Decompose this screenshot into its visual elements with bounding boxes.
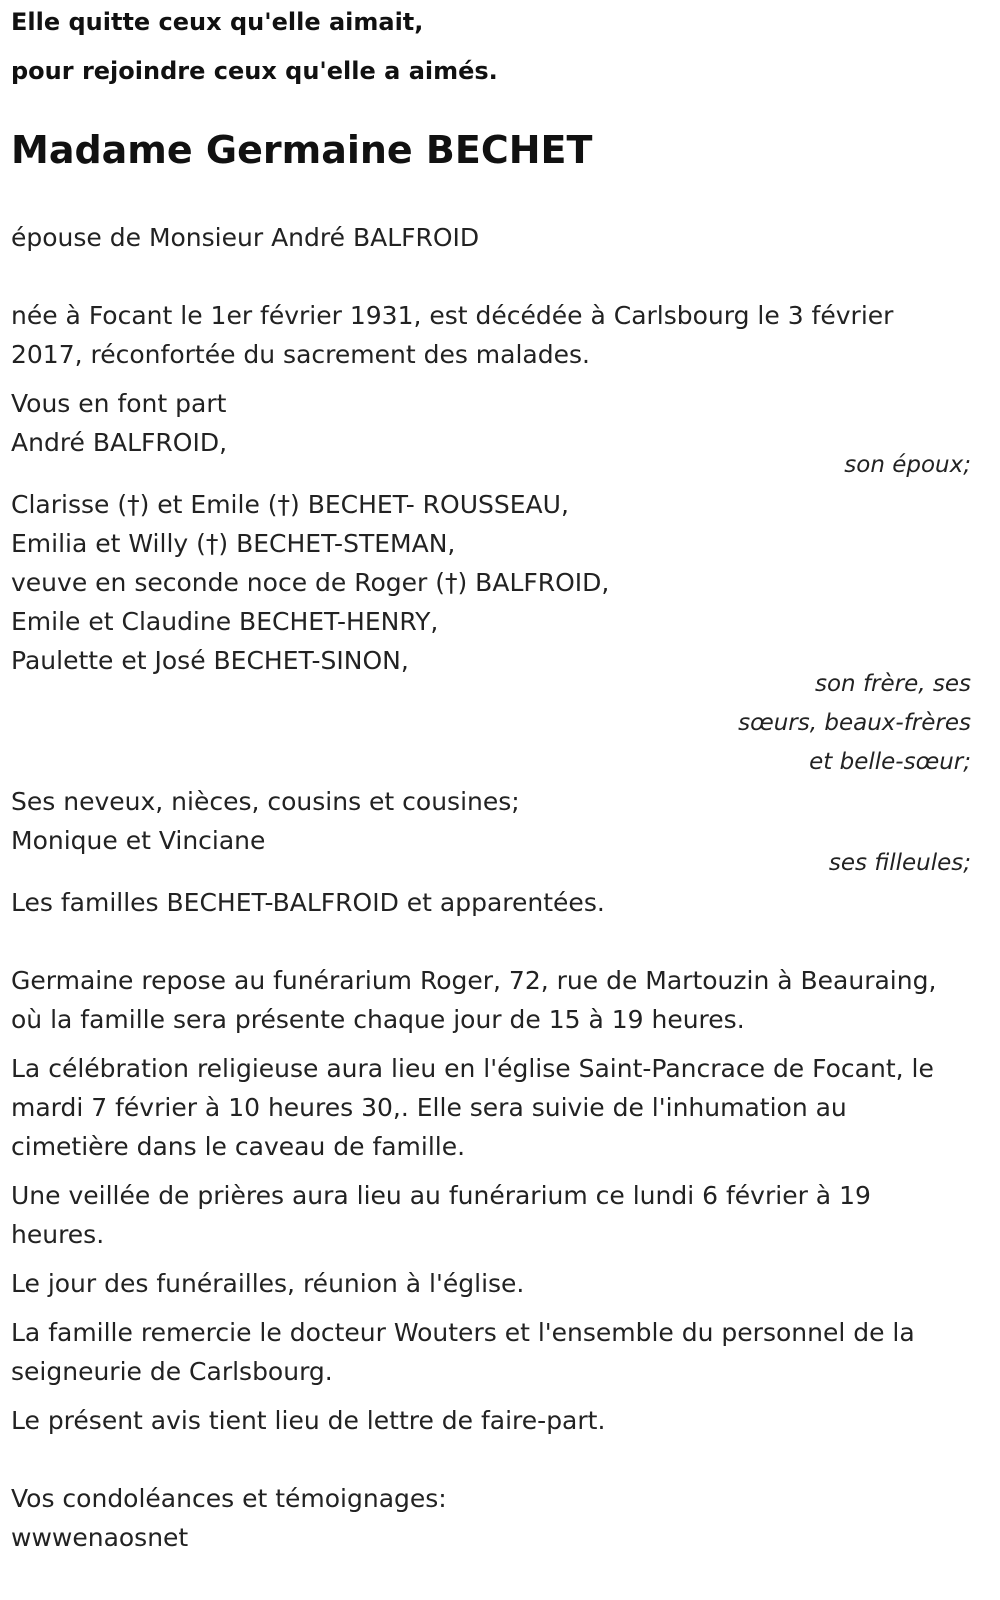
- birth-death-line-1: née à Focant le 1er février 1931, est décédée à Carlsbourg le 3 février: [11, 301, 894, 330]
- meeting-line: Le jour des funérailles, réunion à l'église.: [11, 1269, 525, 1298]
- birth-death-line-2: 2017, réconfortée du sacrement des malades.: [11, 340, 590, 369]
- deceased-name: Madame Germaine BECHET: [11, 128, 593, 172]
- sibling-line-1: Clarisse (†) et Emile (†) BECHET- ROUSSEAU,: [11, 490, 569, 519]
- condolences-website-link[interactable]: wwwenaosnet: [11, 1523, 189, 1552]
- epigraph-line-2: pour rejoindre ceux qu'elle a aimés.: [11, 57, 498, 85]
- families-line: Les familles BECHET-BALFROID et apparentées.: [11, 888, 605, 917]
- rest-line-2: où la famille sera présente chaque jour de 15 à 19 heures.: [11, 1005, 745, 1034]
- notice-line: Le présent avis tient lieu de lettre de faire-part.: [11, 1406, 606, 1435]
- ceremony-line-2: mardi 7 février à 10 heures 30,. Elle sera suivie de l'inhumation au: [11, 1093, 847, 1122]
- nephews-line: Ses neveux, nièces, cousins et cousines;: [11, 787, 520, 816]
- announcers-intro: Vous en font part: [11, 389, 227, 418]
- ceremony-line-1: La célébration religieuse aura lieu en l'église Saint-Pancrace de Focant, le: [11, 1054, 934, 1083]
- epigraph-line-1: Elle quitte ceux qu'elle aimait,: [11, 8, 424, 36]
- announcer-spouse: André BALFROID,: [11, 428, 228, 457]
- siblings-role-line-3: et belle-sœur;: [809, 749, 971, 775]
- sibling-line-5: Paulette et José BECHET-SINON,: [11, 646, 409, 675]
- vigil-line-1: Une veillée de prières aura lieu au funérarium ce lundi 6 février à 19: [11, 1181, 871, 1210]
- rest-line-1: Germaine repose au funérarium Roger, 72, rue de Martouzin à Beauraing,: [11, 966, 937, 995]
- siblings-role-line-2: sœurs, beaux-frères: [738, 710, 971, 736]
- thanks-line-1: La famille remercie le docteur Wouters et l'ensemble du personnel de la: [11, 1318, 915, 1347]
- condolences-label: Vos condoléances et témoignages:: [11, 1484, 447, 1513]
- sibling-line-4: Emile et Claudine BECHET-HENRY,: [11, 607, 439, 636]
- sibling-line-2: Emilia et Willy (†) BECHET-STEMAN,: [11, 529, 456, 558]
- godchildren-line: Monique et Vinciane: [11, 826, 266, 855]
- sibling-line-3: veuve en seconde noce de Roger (†) BALFROID,: [11, 568, 610, 597]
- godchildren-role: ses filleules;: [828, 850, 971, 876]
- spouse-line: épouse de Monsieur André BALFROID: [11, 223, 480, 252]
- ceremony-line-3: cimetière dans le caveau de famille.: [11, 1132, 466, 1161]
- spouse-role: son époux;: [844, 452, 971, 478]
- vigil-line-2: heures.: [11, 1220, 105, 1249]
- thanks-line-2: seigneurie de Carlsbourg.: [11, 1357, 333, 1386]
- siblings-role-line-1: son frère, ses: [815, 671, 971, 697]
